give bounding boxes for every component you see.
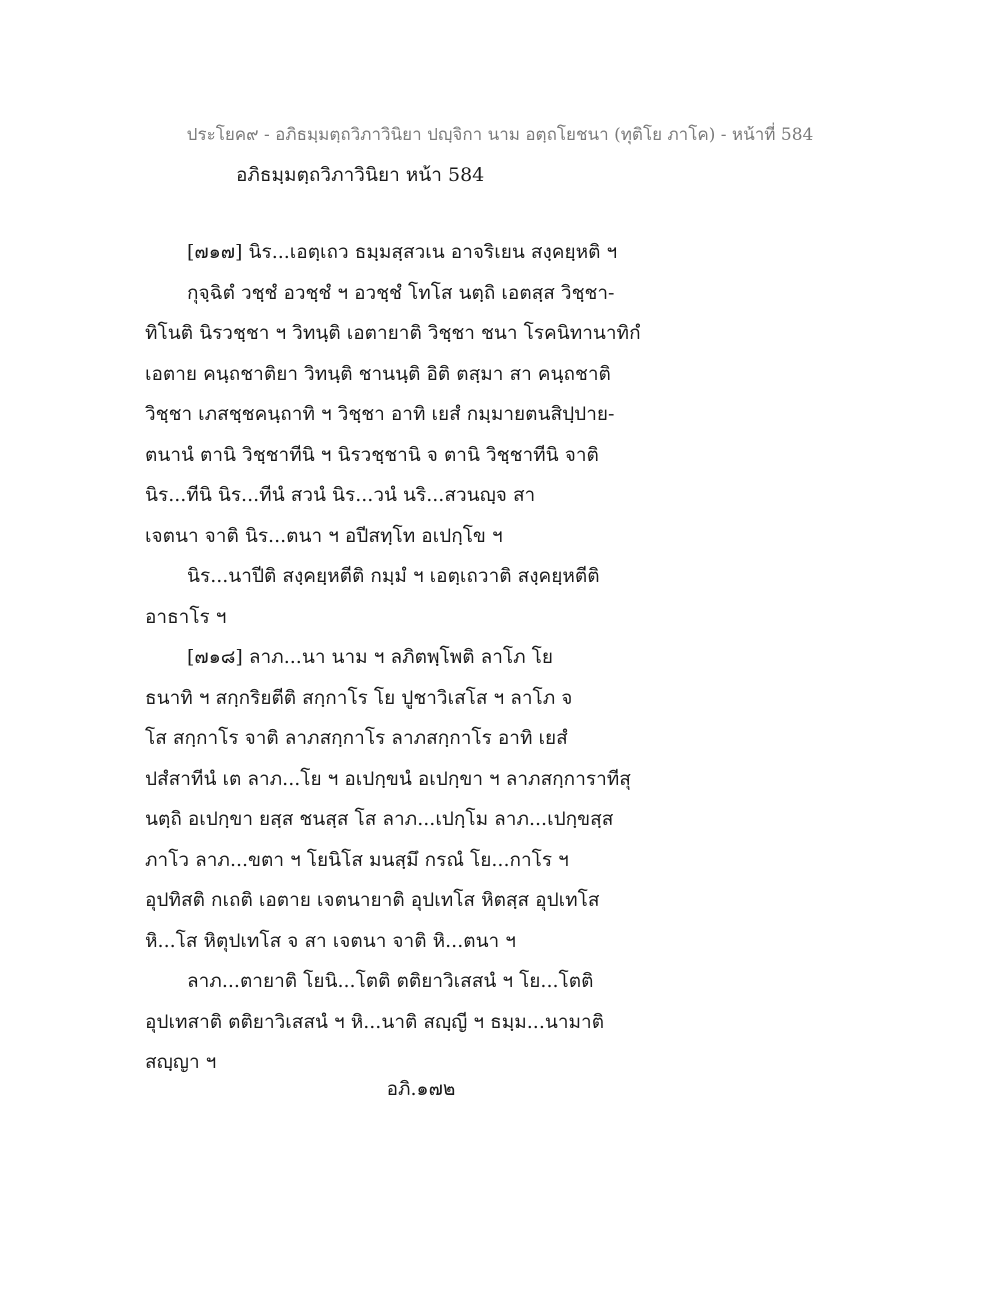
- text-line: วิชฺชา เภสชฺชคนฺถาทิ ฯ วิชฺชา อาทิ เยสํ กมฺมายตนสิปฺปาย-: [145, 403, 615, 425]
- text-line: [๗๑๘] ลาภ...นา นาม ฯ ลภิตพฺโพติ ลาโภ โย: [187, 646, 554, 668]
- text-line: ภาโว ลาภ...ขตา ฯ โยนิโส มนสฺมึ กรณํ โย...กาโร ฯ: [145, 848, 569, 871]
- text-line: กุจฺฉิตํ วชฺชํ อวชฺชํ ฯ อวชฺชํ โทโส นตฺถิ เอตสฺส วิชฺชา-: [187, 281, 615, 304]
- text-line: นิร...ทีนิ นิร...ทีนํ สวนํ นิร...วนํ นริ...สวนญฺจ สา: [145, 484, 536, 506]
- text-line: ธนาทิ ฯ สกฺกริยตีติ สกฺกาโร โย ปูชาวิเสโส ฯ ลาโภ จ: [145, 686, 573, 709]
- text-line: เจตนา จาติ นิร...ตนา ฯ อปีสทฺโท อเปกฺโข ฯ: [145, 524, 503, 547]
- text-line: นิร...นาปีติ สงฺคยฺหตีติ กมฺมํ ฯ เอตฺเถวาติ สงฺคยฺหตีติ: [187, 565, 600, 587]
- page-footer-code: อภิ.๑๗๒: [386, 1078, 456, 1100]
- text-line: โส สกฺกาโร จาติ ลาภสกฺกาโร ลาภสกฺกาโร อาทิ เยสํ: [145, 727, 568, 749]
- page-title: อภิธมฺมตฺถวิภาวินิยา หน้า 584: [236, 164, 485, 186]
- text-line: หิ...โส หิตุปเทโส จ สา เจตนา จาติ หิ...ตนา ฯ: [145, 929, 516, 952]
- text-line: ตนานํ ตานิ วิชฺชาทีนิ ฯ นิรวชฺชานิ จ ตานิ วิชฺชาทีนิ จาติ: [145, 443, 599, 466]
- body-text: [145, 232, 865, 1083]
- text-line: [๗๑๗] นิร...เอตฺเถว ธมฺมสฺสวเน อาจริเยน สงฺคยฺหติ ฯ: [187, 241, 618, 263]
- running-header: ประโยค๙ - อภิธมฺมตฺถวิภาวินิยา ปญฺจิกา นาม อตฺถโยชนา (ทุติโย ภาโค) - หน้าที่ 584: [186, 125, 814, 145]
- text-line: อาธาโร ฯ: [145, 605, 227, 628]
- text-line: ลาภ...ตายาติ โยนิ...โตติ ตติยาวิเสสนํ ฯ โย...โตติ: [187, 970, 594, 992]
- text-line: สญฺญา ฯ: [145, 1051, 217, 1073]
- text-line: นตฺถิ อเปกฺขา ยสฺส ชนสฺส โส ลาภ...เปกฺโม ลาภ...เปกฺขสฺส: [145, 808, 614, 830]
- text-line: อุปเทสาติ ตติยาวิเสสนํ ฯ หิ...นาติ สญฺญี ฯ ธมฺม...นามาติ: [145, 1010, 605, 1033]
- text-line: เอตาย คนฺถชาติยา วิทนฺติ ชานนฺติ อิติ ตสฺมา สา คนฺถชาติ: [145, 362, 611, 385]
- text-line: อุปทิสติ กเถติ เอตาย เจตนายาติ อุปเทโส หิตสฺส อุปเทโส: [145, 889, 600, 911]
- text-line: ทิโนติ นิรวชฺชา ฯ วิทนฺติ เอตายาติ วิชฺชา ชนา โรคนิทานาทิกํ: [145, 322, 641, 344]
- text-line: ปสํสาทีนํ เต ลาภ...โย ฯ อเปกฺขนํ อเปกฺขา ฯ ลาภสกฺการาทีสุ: [145, 767, 631, 790]
